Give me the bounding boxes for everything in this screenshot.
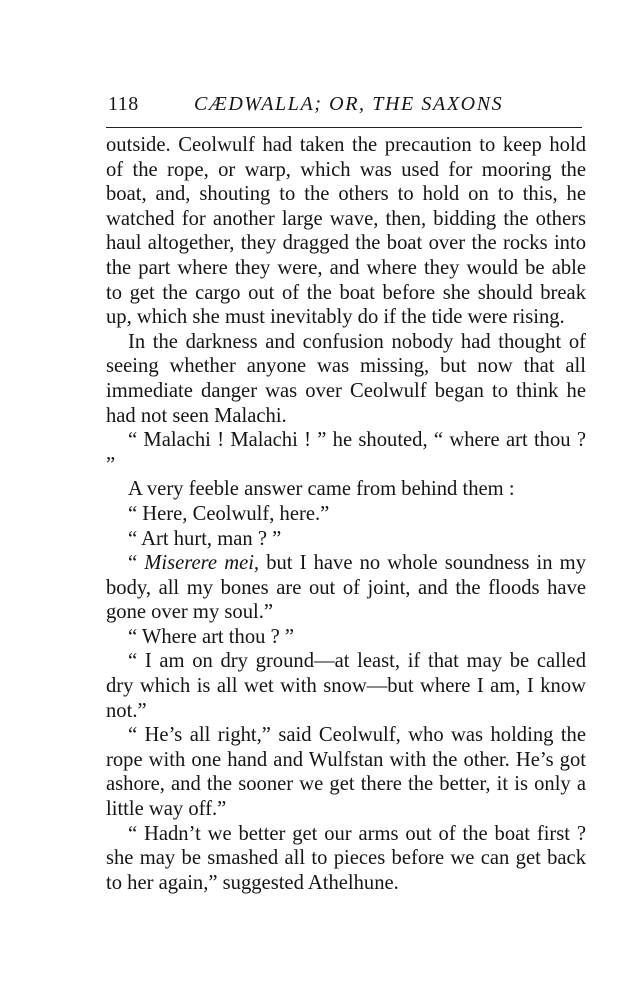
page-body xyxy=(106,133,586,895)
page-header xyxy=(108,93,580,123)
paragraph-11: “ Hadn’t we better get our arms out of the boat first ? she may be smashed all to pieces before we can get back to her again,” suggested Athelhune. xyxy=(106,822,586,894)
paragraph-10: “ He’s all right,” said Ceolwulf, who was holding the rope with one hand and Wulfstan with the other. He’s got ashore, and the sooner we get there the better, it is only a little way off.” xyxy=(106,724,586,821)
paragraph-3: “ Malachi ! Malachi ! ” he shouted, “ where art thou ? ” xyxy=(106,429,586,476)
paragraph-8: “ Where art thou ? ” xyxy=(128,625,294,648)
paragraph-7-open-quote: “ xyxy=(128,552,145,575)
paragraph-4: A very feeble answer came from behind them : xyxy=(128,478,515,501)
paragraph-5: “ Here, Ceolwulf, here.” xyxy=(128,502,330,525)
page-number: 118 xyxy=(108,93,139,115)
paragraph-7 xyxy=(106,551,586,625)
paragraph-1: outside. Ceolwulf had taken the precaution to keep hold of the rope, or warp, which was used for mooring the boat, and, shouting to the others to hold on to this, he watched for another large wave, then, bidding the others haul altogether, they dragged the boat over the rocks into the part where they were, and where they would be able to get the cargo out of the boat before she should break up, which she must inevitably do if the tide were rising. xyxy=(106,134,586,329)
paragraph-2: In the darkness and confusion nobody had thought of seeing whether anyone was missing, but now that all immediate danger was over Ceolwulf began to think he had not seen Malachi. xyxy=(106,330,586,427)
paragraph-9: “ I am on dry ground—at least, if that may be called dry which is all wet with snow—but where I am, I know not.” xyxy=(106,650,586,722)
paragraph-7-italic: Miserere mei, xyxy=(144,552,260,575)
paragraph-7-rest: but I have no whole soundness in my body, all my bones are out of joint, and the floods have gone over my soul.” xyxy=(106,552,586,624)
paragraph-6: “ Art hurt, man ? ” xyxy=(128,527,282,550)
header-rule xyxy=(106,127,582,128)
running-title: CÆDWALLA; OR, THE SAXONS xyxy=(194,93,504,115)
